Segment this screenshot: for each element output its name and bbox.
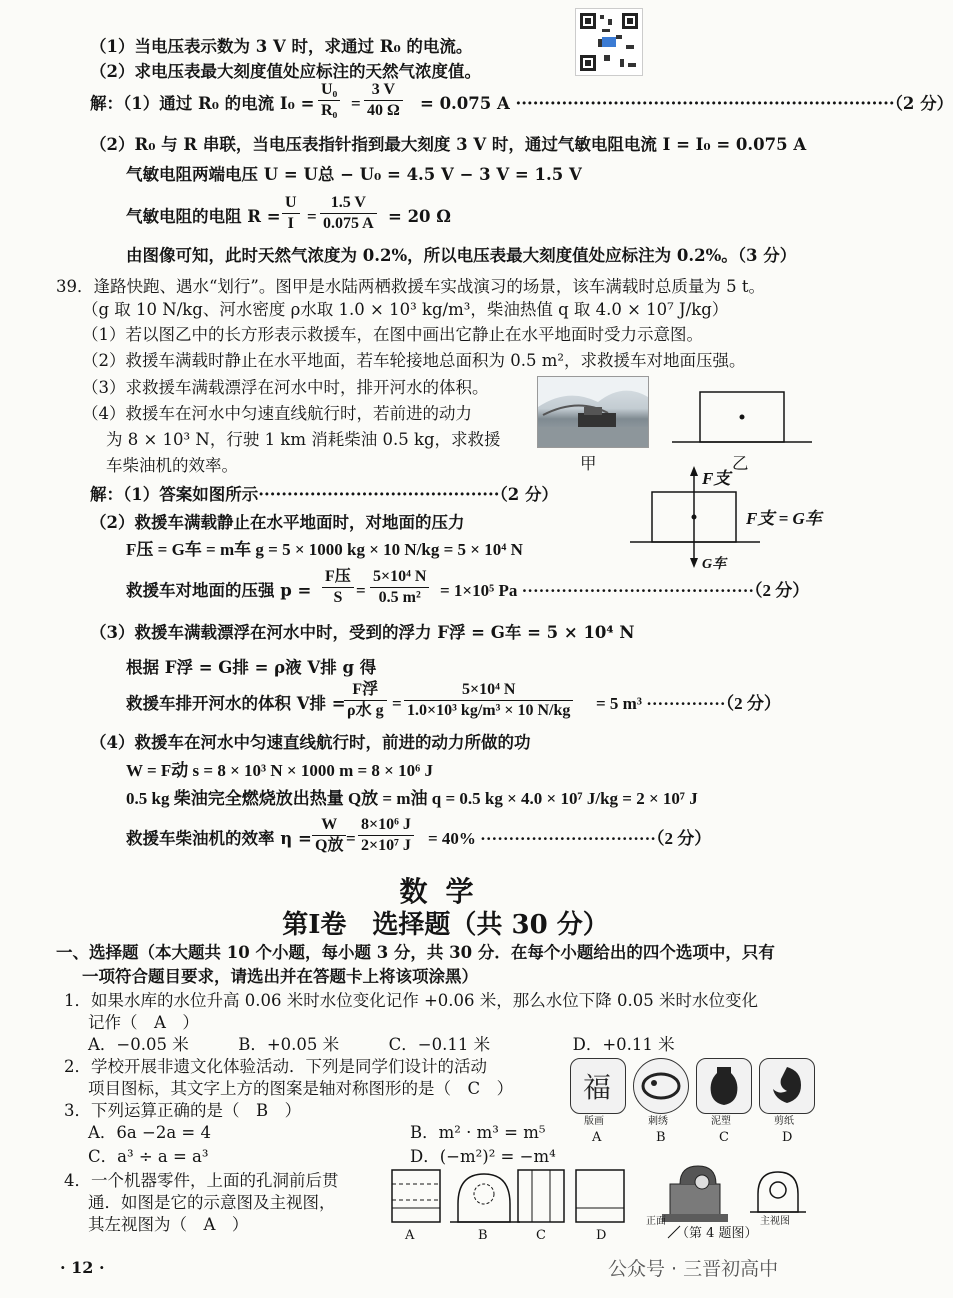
q4-option-c: C (536, 1228, 546, 1243)
q4-option-a: A (405, 1228, 415, 1243)
q39-answer4-line2: W = F动 s = 8 × 10³ N × 1000 m = 8 × 10⁶ J (126, 761, 433, 780)
support-force-label: F支 (702, 469, 731, 488)
q4-view-options-figure (380, 1164, 840, 1244)
q39-answer2-line2: F压 = G车 = m车 g = 5 × 1000 kg × 10 N/kg = 5 × 10⁴ N (126, 540, 523, 559)
math-q2-line2: 项目图标，其文字上方的图案是轴对称图形的是（ C ） (88, 1079, 514, 1098)
q39-answer2-line3-prefix: 救援车对地面的压强 p = (126, 581, 312, 600)
q38-solution2-line4: 由图像可知，此时天然气浓度为 0.2%，所以电压表最大刻度值处应标注为 0.2%。（3 分） (126, 246, 797, 265)
section1-instructions-line2: 一项符合题目要求，请选出并在答题卡上将该项涂黑） (82, 967, 478, 986)
fraction-fbuoy-rho-g (344, 680, 387, 721)
equals-sign: = (307, 207, 317, 226)
front-direction-label: 正面 (646, 1216, 666, 1227)
figure4-caption: （第 4 题图） (676, 1226, 758, 1241)
q39-part2: （2）救援车满载时静止在水平地面，若车轮接地总面积为 0.5 m²，求救援车对地面压强。 (82, 351, 746, 370)
fraction-efficiency-values (358, 815, 414, 856)
section1-instructions-line1: 一、选择题（本大题共 10 个小题，每小题 3 分，共 30 分．在每个小题给出的四个选项中，只有 (56, 943, 775, 962)
q4-option-d: D (596, 1228, 607, 1243)
denominator: 40 Ω (367, 102, 400, 119)
math-q3-option-d: D．(−m²)² = −m⁴ (410, 1147, 556, 1166)
math-q1-options: A．−0.05 米 B．+0.05 米 C．−0.11 米 D．+0.11 米 (88, 1035, 675, 1054)
q39-answer3-line2: 根据 F浮 = G排 = ρ液 V排 g 得 (126, 658, 377, 677)
numerator: 3 V (364, 80, 403, 101)
icon-option-a: A (592, 1130, 602, 1145)
denominator: R₀ (321, 102, 338, 119)
icon-label-1: 刺绣 (648, 1116, 668, 1127)
fraction-pressure-values (370, 567, 429, 608)
q39-stem: 39．逢路快跑、遇水“划行”。图甲是水陆两栖救援车实战演习的场景，该车满载时总质量为 5 t。 (56, 277, 765, 296)
math-q3-option-a: A．6a −2a = 4 (88, 1123, 211, 1142)
equals-sign: = (351, 94, 361, 113)
icon-label-0: 版画 (584, 1116, 604, 1127)
denominator: ρ水 g (347, 702, 384, 719)
math-q4-line3: 其左视图为（ A ） (88, 1215, 249, 1234)
q39-part1: （1）若以图乙中的长方形表示救援车，在图中画出它静止在水平地面时受力示意图。 (82, 325, 703, 344)
fraction-fpressure-s (322, 567, 354, 608)
numerator: U₀ (318, 80, 340, 101)
q39-constants: （g 取 10 N/kg、河水密度 ρ水取 1.0 × 10³ kg/m³，柴油热值 q 取 4.0 × 10⁷ J/kg） (82, 300, 729, 319)
q38-solution1-prefix: 解：（1）通过 R₀ 的电流 I₀ = (90, 94, 315, 113)
page-number: · 12 · (60, 1258, 105, 1277)
paper-cut-dragon-icon (759, 1058, 815, 1114)
svg-text:福: 福 (583, 1071, 612, 1104)
q39-answer1: 解：（1）答案如图所示··········································（2 分） (90, 485, 558, 504)
q39-part3: （3）求救援车满载漂浮在河水中时，排开河水的体积。 (82, 378, 489, 397)
qr-pattern-icon (576, 9, 642, 75)
denominator: 0.075 A (323, 215, 374, 232)
q39-answer3-line1: （3）救援车满载漂浮在河水中时，受到的浮力 F浮 = G车 = 5 × 10⁴ N (90, 623, 635, 642)
icon-option-c: C (719, 1130, 729, 1145)
denominator: 0.5 m² (378, 589, 421, 606)
embroidery-fish-icon (633, 1058, 689, 1114)
main-view-label: 主视图 (760, 1216, 790, 1227)
q39-answer4-line4-result: = 40% ·······························（2 分） (428, 829, 712, 848)
numerator: 1.5 V (320, 193, 377, 214)
q38-solution2-line2: 气敏电阻两端电压 U = U总 − U₀ = 4.5 V − 3 V = 1.5 V (126, 165, 582, 184)
icon-option-b: B (656, 1130, 666, 1145)
q39-answer4-line1: （4）救援车在河水中匀速直线航行时，前进的动力所做的功 (90, 733, 531, 752)
section-title: 第Ⅰ卷 选择题（共 30 分） (282, 910, 609, 940)
watermark-footer: 公众号 · 三晋初高中 (608, 1258, 779, 1280)
fraction-w-q (312, 815, 346, 856)
q38-part1: （1）当电压表示数为 3 V 时，求通过 R₀ 的电流。 (90, 37, 473, 56)
numerator: F压 (322, 567, 354, 588)
equals-sign: = (346, 829, 356, 848)
denominator: 1.0×10³ kg/m³ × 10 N/kg (407, 702, 571, 719)
math-q1-line2: 记作（ A ） (88, 1013, 199, 1032)
math-q1-line1: 1．如果水库的水位升高 0.06 米时水位变化记作 +0.06 米，那么水位下降 0.05 米时水位变化 (64, 991, 759, 1010)
q38-solution1-result: = 0.075 A ··································································（2 分） (420, 94, 953, 113)
qr-code-image (575, 8, 643, 76)
icon-label-3: 剪纸 (774, 1116, 794, 1127)
equals-sign: = (392, 694, 402, 713)
denominator: I (287, 215, 294, 232)
fraction-3v-40ohm (364, 80, 403, 121)
q4-option-b: B (478, 1228, 488, 1243)
numerator: F浮 (344, 680, 387, 701)
numerator: 5×10⁴ N (370, 567, 429, 588)
q39-part4-line3: 车柴油机的效率。 (106, 456, 238, 475)
q38-solution2-line3-prefix: 气敏电阻的电阻 R = (126, 207, 281, 226)
figure-yi-label: 乙 (732, 454, 749, 473)
math-q3-option-b: B．m² · m³ = m⁵ (410, 1123, 546, 1142)
fraction-u-i (282, 193, 300, 234)
q39-answer3-line3-result: = 5 m³ ··············（2 分） (596, 694, 781, 713)
denominator: S (333, 589, 343, 606)
numerator: 5×10⁴ N (404, 680, 573, 701)
woodblock-print-icon (570, 1058, 626, 1114)
equals-sign: = (356, 581, 366, 600)
math-q3-stem: 3．下列运算正确的是（ B ） (64, 1101, 302, 1120)
math-q4-line1: 4．一个机器零件，上面的孔洞前后贯 (64, 1171, 339, 1190)
q39-answer4-line4-prefix: 救援车柴油机的效率 η = (126, 829, 312, 848)
fraction-u0-r0 (318, 80, 340, 121)
fraction-1.5v-0.075a (320, 193, 377, 234)
numerator: U (282, 193, 300, 214)
subject-title: 数学 (399, 875, 492, 908)
math-q3-option-c: C．a³ ÷ a = a³ (88, 1147, 209, 1166)
q39-answer2-line1: （2）救援车满载静止在水平地面时，对地面的压力 (90, 513, 465, 532)
clay-vase-icon (696, 1058, 752, 1114)
numerator: 8×10⁶ J (358, 815, 414, 836)
numerator: W (312, 815, 346, 836)
icon-option-d: D (782, 1130, 793, 1145)
q39-part4-line2: 为 8 × 10³ N，行驶 1 km 消耗柴油 0.5 kg，求救援 (106, 430, 501, 449)
force-equality-label: F支 = G车 (746, 509, 822, 528)
q39-part4-line1: （4）救援车在河水中匀速直线航行时，若前进的动力 (82, 404, 472, 423)
math-q4-line2: 通．如图是它的示意图及主视图， (88, 1193, 336, 1212)
q38-solution2-line3-result: = 20 Ω (388, 207, 451, 226)
q39-answer3-line3-prefix: 救援车排开河水的体积 V排 = (126, 694, 346, 713)
figure-jia-label: 甲 (580, 454, 597, 473)
q38-solution2-line1: （2）R₀ 与 R 串联，当电压表指针指到最大刻度 3 V 时，通过气敏电阻电流 I = I₀ = 0.075 A (90, 135, 807, 154)
math-q2-line1: 2．学校开展非遗文化体验活动．下列是同学们设计的活动 (64, 1057, 487, 1076)
q38-part2: （2）求电压表最大刻度值处应标注的天然气浓度值。 (90, 62, 481, 81)
gravity-label: G车 (702, 557, 727, 572)
fraction-volume-values (404, 680, 573, 721)
icon-label-2: 泥塑 (711, 1116, 731, 1127)
q39-answer4-line3: 0.5 kg 柴油完全燃烧放出热量 Q放 = m油 q = 0.5 kg × 4.0 × 10⁷ J/kg = 2 × 10⁷ J (126, 789, 698, 808)
q39-answer2-line3-result: = 1×10⁵ Pa ·········································（2 分） (440, 581, 810, 600)
denominator: 2×10⁷ J (361, 837, 411, 854)
denominator: Q放 (315, 837, 344, 854)
